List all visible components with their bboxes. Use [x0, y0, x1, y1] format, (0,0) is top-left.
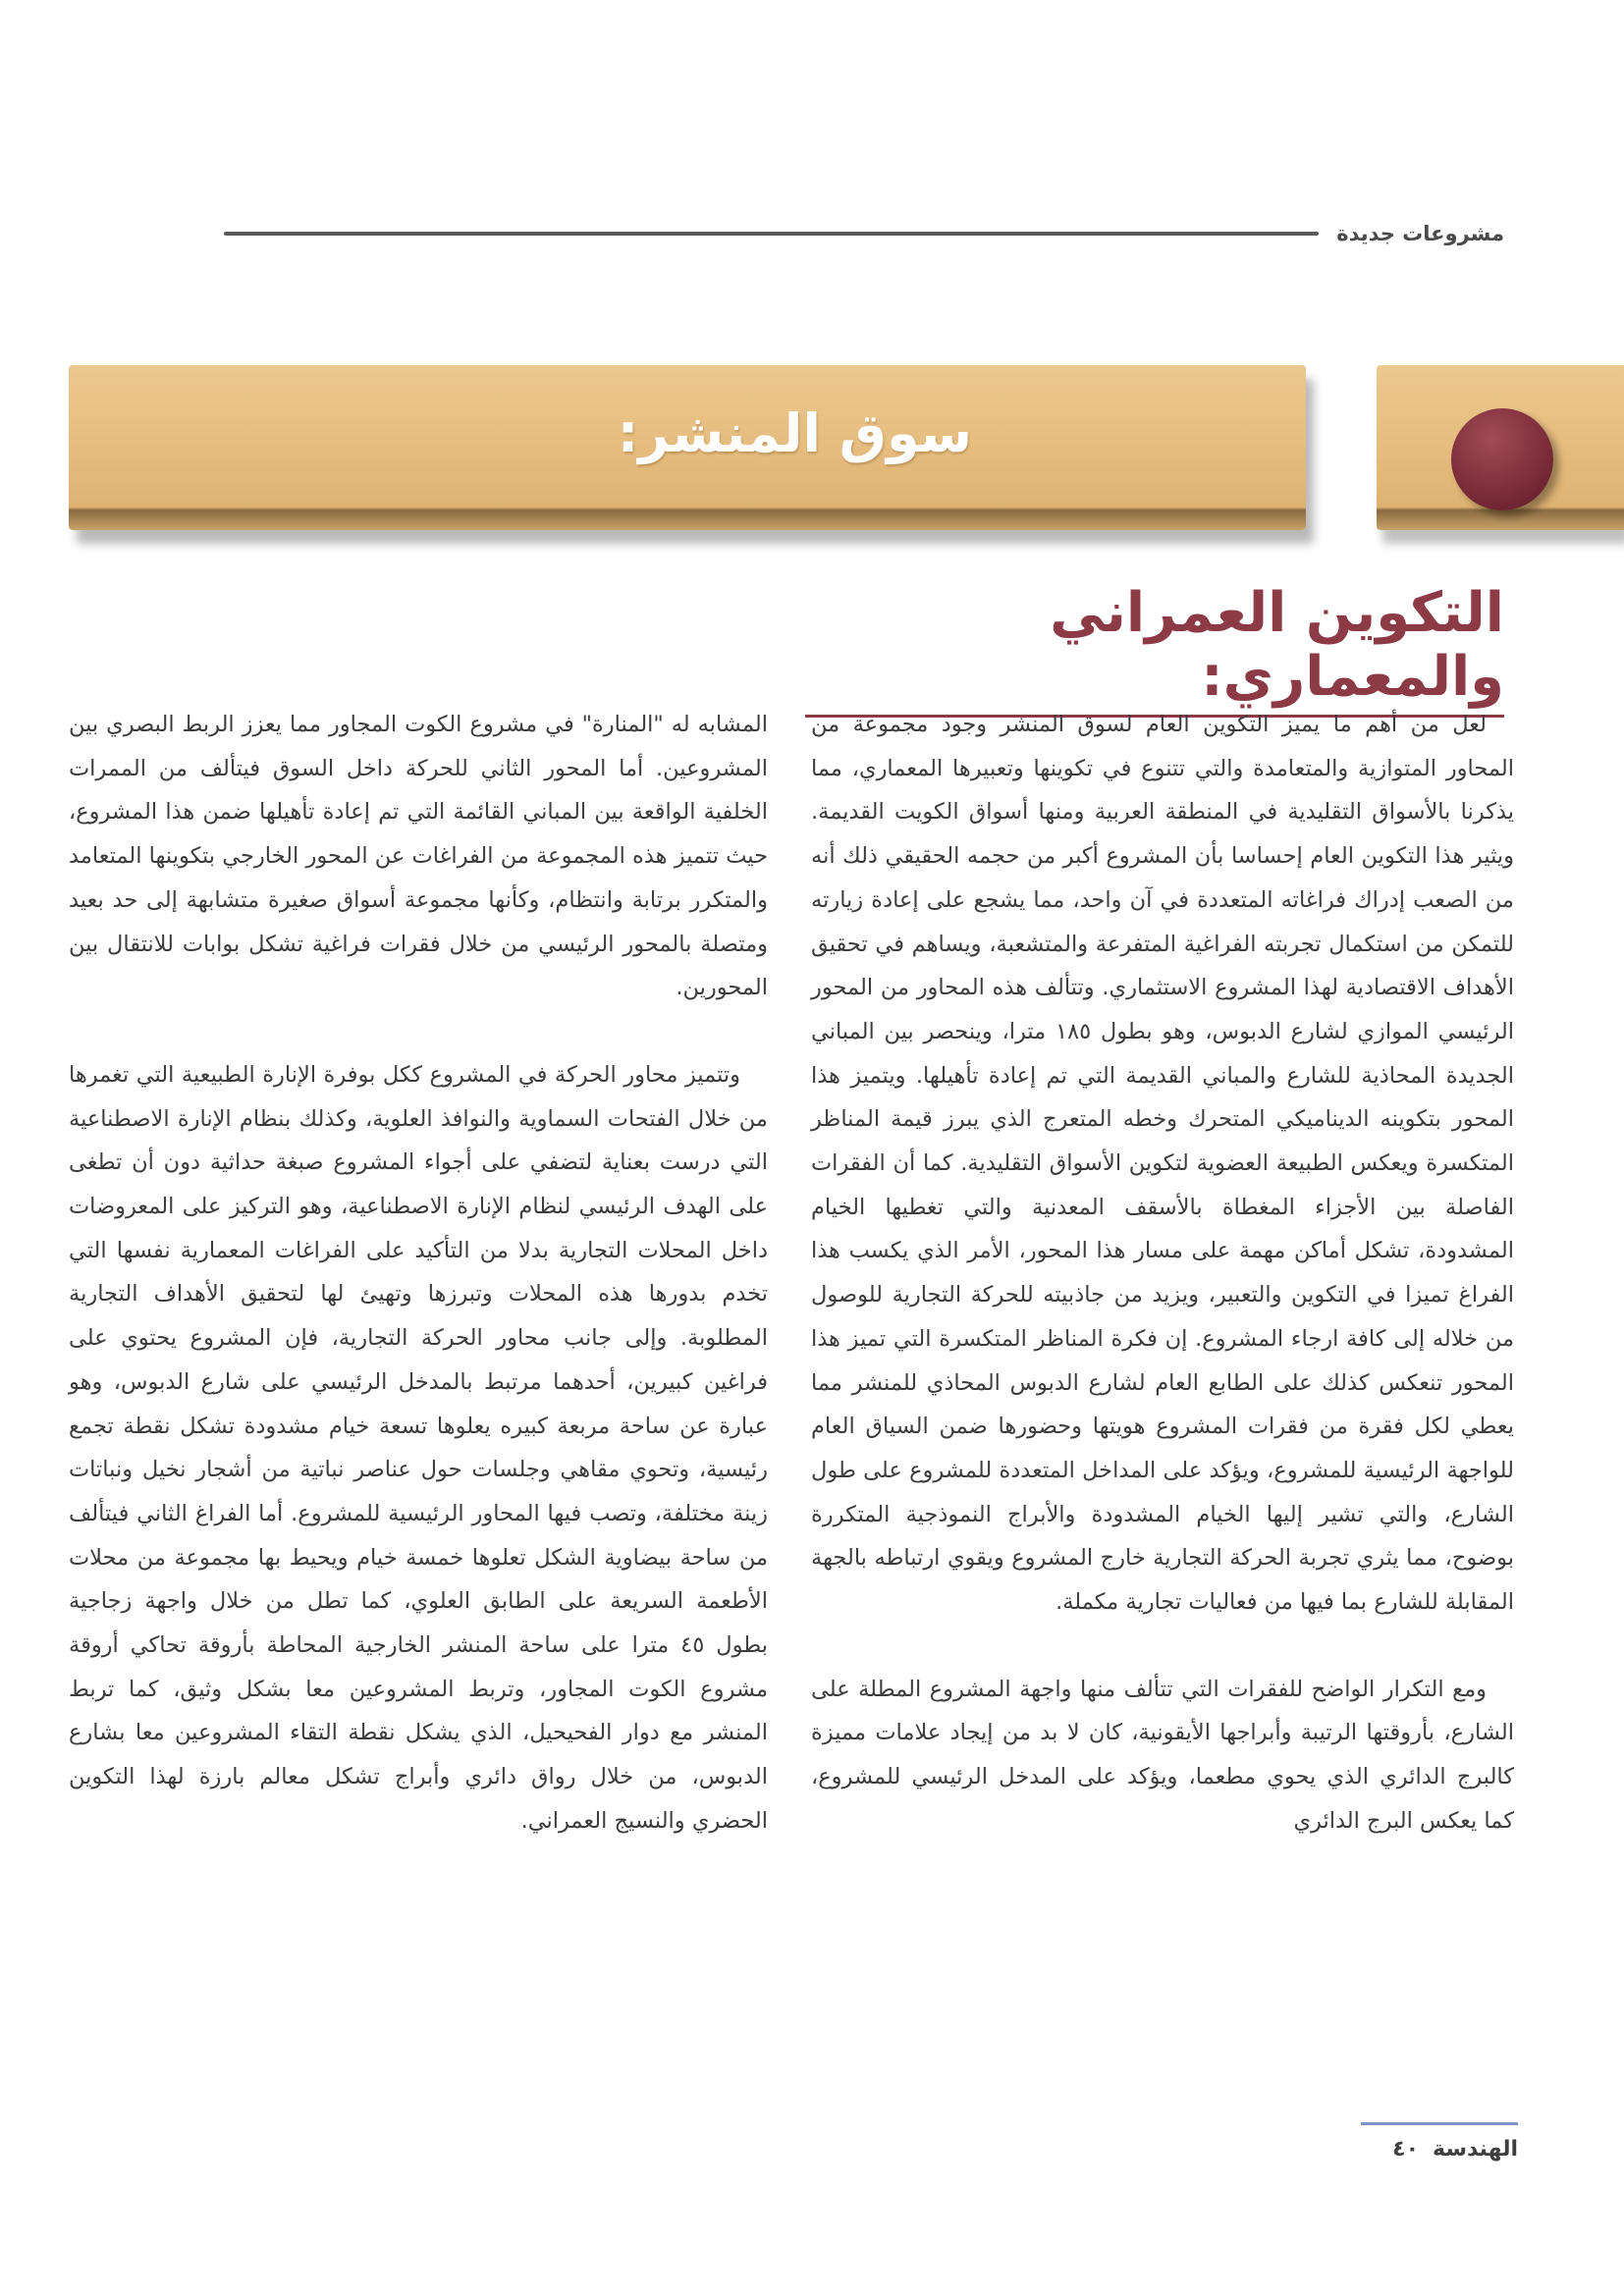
banner-side-tab	[1377, 365, 1624, 530]
header-divider	[224, 232, 1319, 236]
paragraph: ومع التكرار الواضح للفقرات التي تتألف منها واجهة المشروع المطلة على الشارع، بأروقتها الرتيبة وأبراجها الأيقونية، كان لا بد من إيجاد علامات مميزة كالبرج الدائري الذي يحوي مطعما، ويؤكد على المدخل الرئيسي للمشروع، كما يعكس البرج الدائري	[811, 1676, 1514, 1834]
section-subheading: التكوين العمراني والمعماري:	[805, 581, 1504, 718]
article-title: سوق المنشر:	[617, 402, 972, 464]
page-footer	[1361, 2122, 1518, 2162]
section-header	[224, 214, 1504, 253]
paragraph: المشابه له "المنارة" في مشروع الكوت المجاور مما يعزز الربط البصري بين المشروعين. أما المحور الثاني للحركة داخل السوق فيتألف من الممرات الخلفية الواقعة بين المباني القائمة التي تم إعادة تأهيلها ضمن هذا المشروع، حيث تتميز هذه المجموعة من الفراغات عن المحور الخارجي بتكوينها المتعامد والمتكرر برتابة وانتظام، وكأنها مجموعة أسواق صغيرة متشابهة إلى حد بعيد ومتصلة بالمحور الرئيسي من خلال فقرات فراغية تشكل بوابات للانتقال بين المحورين.	[69, 712, 768, 1001]
paragraph: وتتميز محاور الحركة في المشروع ككل بوفرة الإنارة الطبيعية التي تغمرها من خلال الفتحات السماوية والنوافذ العلوية، وكذلك بنظام الإنارة الاصطناعية التي درست بعناية لتضفي على أجواء المشروع صبغة حداثية دون أن تطغى على الهدف الرئيسي لنظام الإنارة الاصطناعية، وهو التركيز على المعروضات داخل المحلات التجارية بدلا من التأكيد على الفراغات المعمارية نفسها التي تخدم بدورها هذه المحلات وتبرزها وتهيئ لها لتحقيق الأهداف التجارية المطلوبة. وإلى جانب محاور الحركة التجارية، فإن المشروع يحتوي على فراغين كبيرين، أحدهما مرتبط بالمدخل الرئيسي على شارع الدبوس، وهو عبارة عن ساحة مربعة كبيره يعلوها تسعة خيام مشدودة تشكل نقطة تجمع رئيسية، وتحوي مقاهي وجلسات حول عناصر نباتية من أشجار نخيل ونباتات زينة مختلفة، وتصب فيها المحاور الرئيسية للمشروع. أما الفراغ الثاني فيتألف من ساحة بيضاوية الشكل تعلوها خمسة خيام ويحيط بها مجموعة من محلات الأطعمة السريعة على الطابق العلوي، كما تطل من خلال واجهة زجاجية بطول ٤٥ مترا على ساحة المنشر الخارجية المحاطة بأروقة تحاكي أروقة مشروع الكوت المجاور، وتربط المشروعين معا بشكل وثيق، كما تربط المنشر مع دوار الفحيحيل، الذي يشكل نقطة التقاء المشروعين معا بشارع الدبوس، من خلال رواق دائري وأبراج تشكل معالم بارزة لهذا التكوين الحضري والنسيج العمراني.	[69, 1061, 768, 1834]
text-column-left	[69, 703, 768, 1887]
title-banner	[69, 365, 1306, 530]
section-label: مشروعات جديدة	[1336, 222, 1504, 245]
text-column-right	[811, 703, 1514, 1887]
maroon-bullet-icon	[1451, 408, 1553, 510]
footer-divider	[1361, 2122, 1518, 2125]
paragraph: لعل من أهم ما يميز التكوين العام لسوق المنشر وجود مجموعة من المحاور المتوازية والمتعامدة والتي تتنوع في تكوينها وتعبيرها المعماري، مما يذكرنا بالأسواق التقليدية في المنطقة العربية ومنها أسواق الكويت القديمة. ويثير هذا التكوين العام إحساسا بأن المشروع أكبر من حجمه الحقيقي ذلك أنه من الصعب إدراك فراغاته المتعددة في آن واحد، مما يشجع على إعادة زيارته للتمكن من استكمال تجربته الفراغية المتفرعة والمتشعبة، ويساهم في تحقيق الأهداف الاقتصادية لهذا المشروع الاستثماري. وتتألف هذه المحاور من المحور الرئيسي الموازي لشارع الدبوس، وهو بطول ١٨٥ مترا، وينحصر بين المباني الجديدة المحاذية للشارع والمباني القديمة التي تم إعادة تأهيلها. ويتميز هذا المحور بتكوينه الديناميكي المتحرك وخطه المتعرج الذي يبرز قيمة المناظر المتكسرة ويعكس الطبيعة العضوية لتكوين الأسواق التقليدية. كما أن الفقرات الفاصلة بين الأجزاء المغطاة بالأسقف المعدنية والتي تغطيها الخيام المشدودة، تشكل أماكن مهمة على مسار هذا المحور، الأمر الذي يكسب هذا الفراغ تميزا في التكوين والتعبير، ويزيد من جاذبيته للحركة التجارية للوصول من خلاله إلى كافة ارجاء المشروع. إن فكرة المناظر المتكسرة التي تميز هذا المحور تنعكس كذلك على الطابع العام لشارع الدبوس المحاذي للمنشر مما يعطي لكل فقرة من فقرات المشروع هويتها وحضورها ضمن السياق العام للواجهة الرئيسية للمشروع، ويؤكد على المداخل المتعددة للمشروع على طول الشارع، والتي تشير إليها الخيام المشدودة والأبراج النموذجية المتكررة بوضوح، مما يثري تجربة الحركة التجارية خارج المشروع ويقوي ارتباطه بالجهة المقابلة للشارع بما فيها من فعاليات تجارية مكملة.	[811, 712, 1514, 1616]
page-number: ٤٠	[1392, 2137, 1419, 2162]
magazine-name: الهندسة	[1433, 2137, 1518, 2162]
